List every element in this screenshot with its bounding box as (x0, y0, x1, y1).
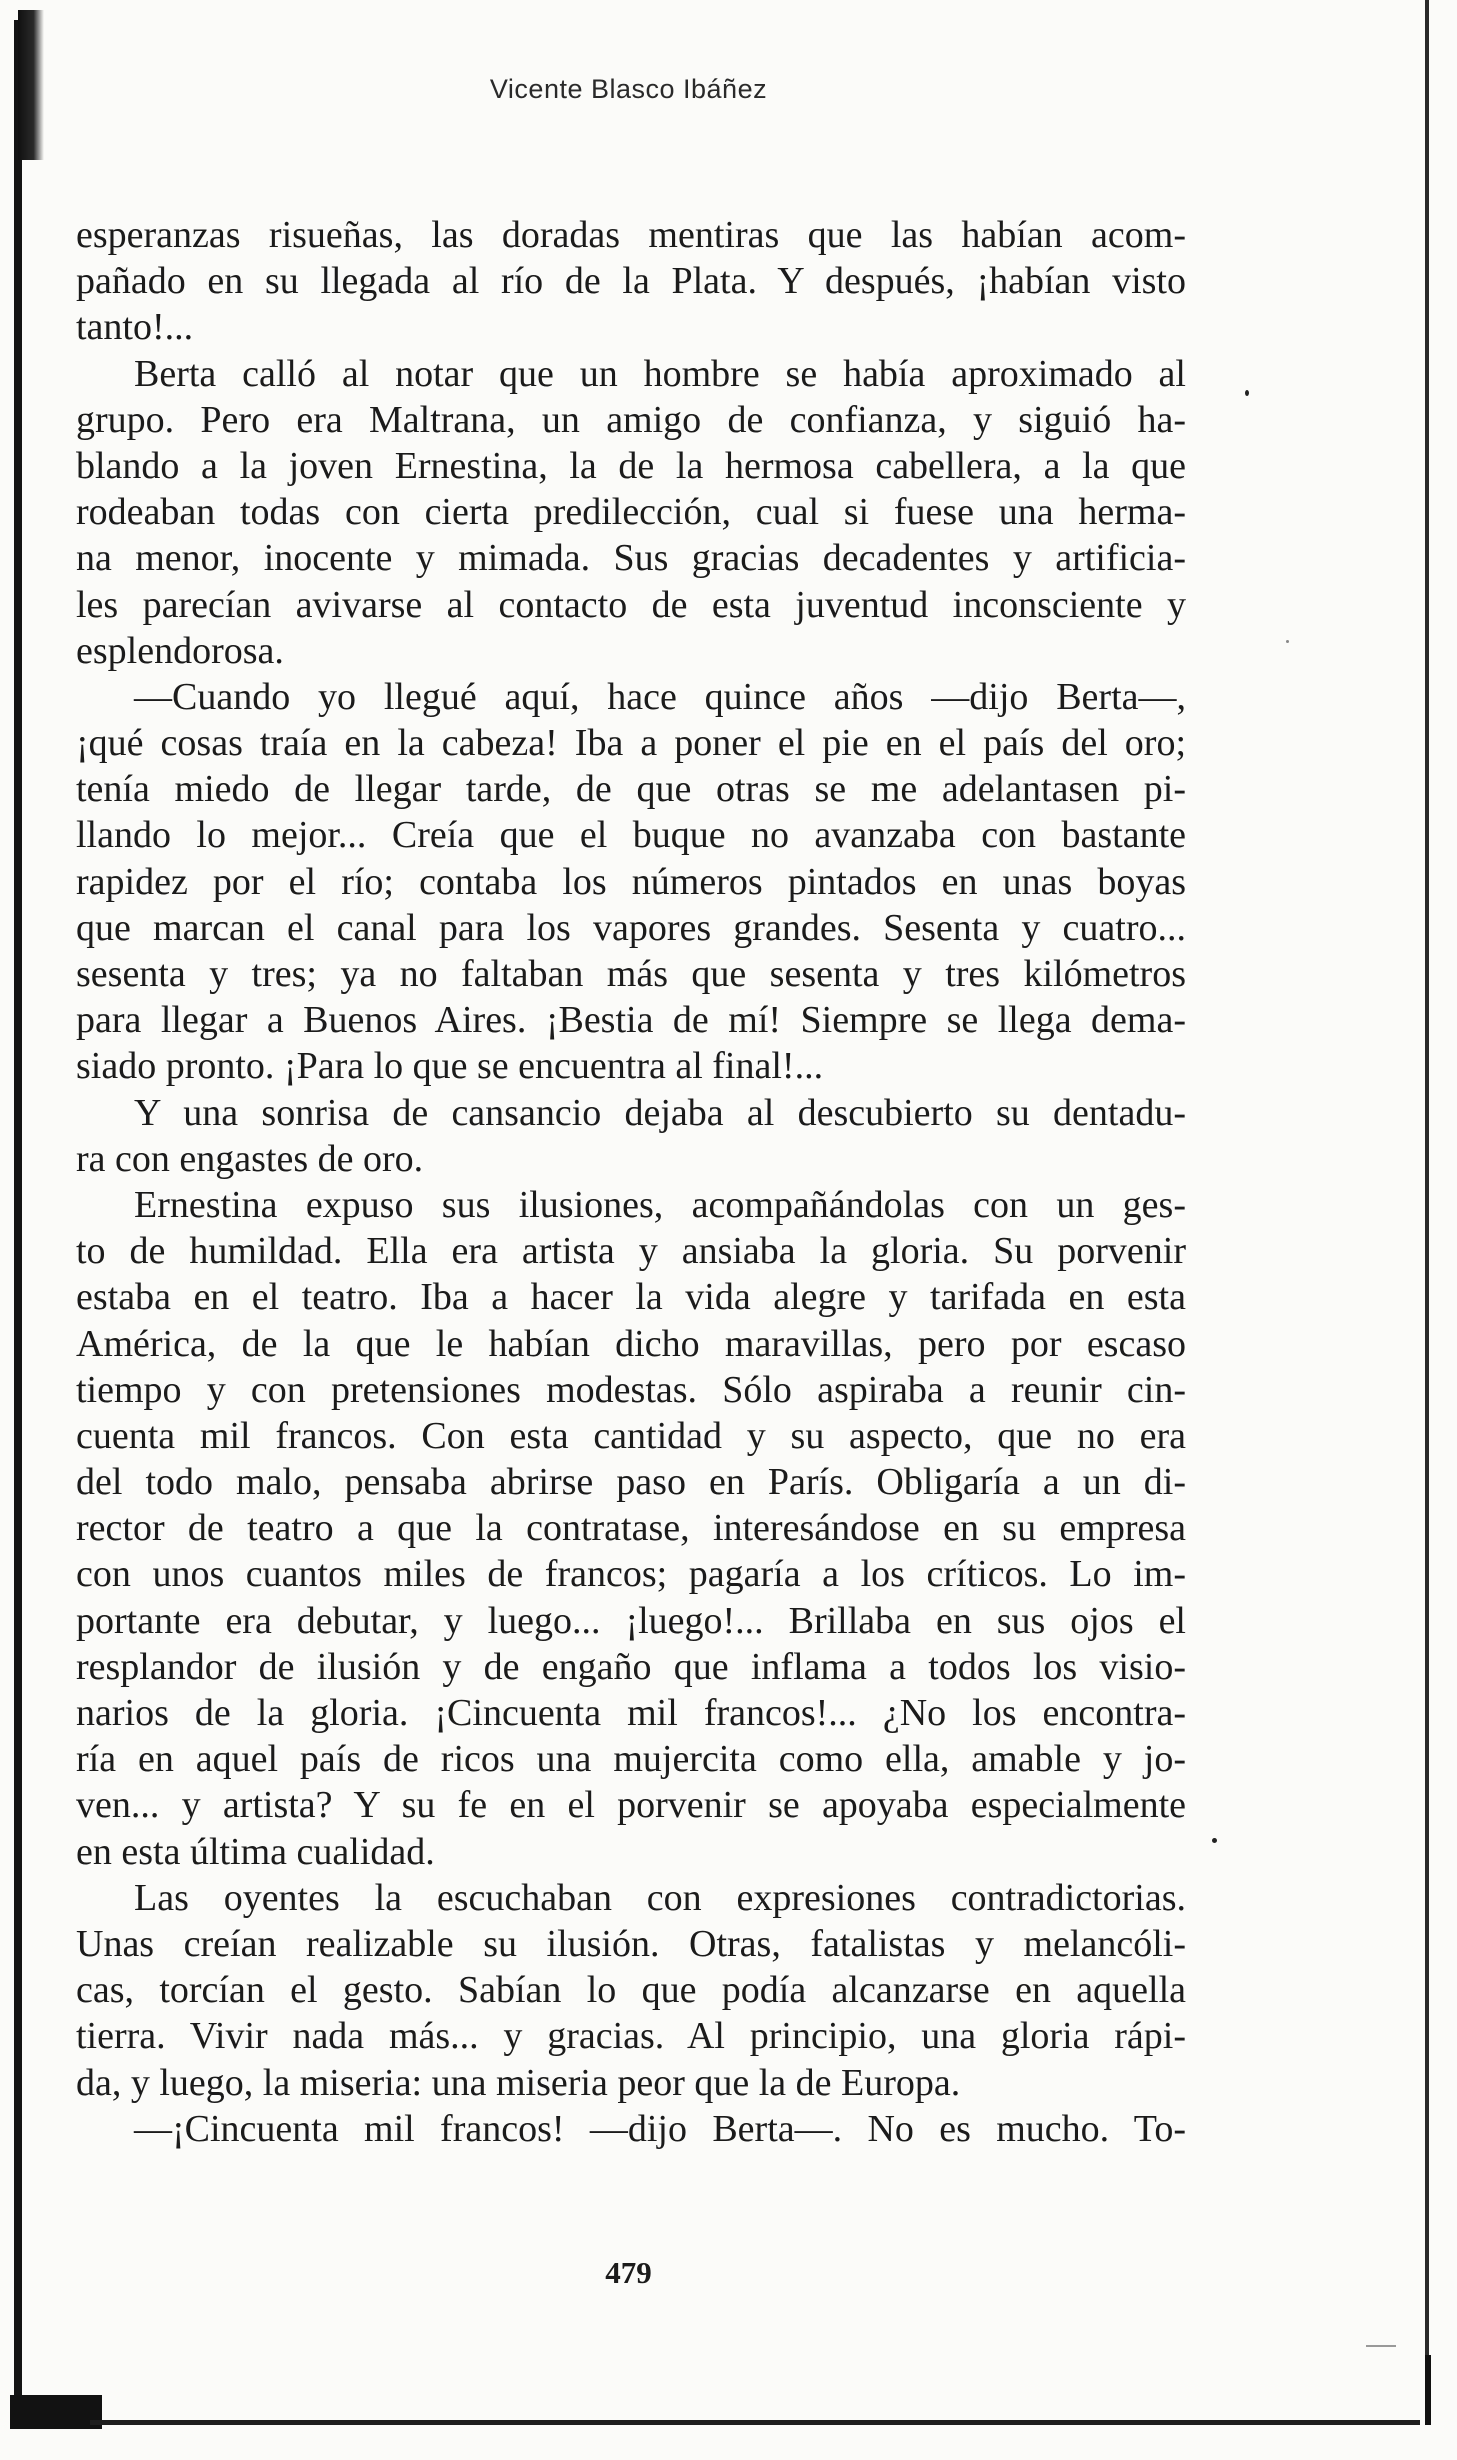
text-line: —¡Cincuenta mil francos! —dijo Berta—. No es mucho. To- (134, 2107, 1186, 2150)
page-number: 479 (605, 2255, 652, 2290)
text-line: cas, torcían el gesto. Sabían lo que podía alcanzarse en aquella (76, 1969, 1186, 2012)
text-line: ¡qué cosas traía en la cabeza! Iba a poner el pie en el país del oro; (76, 722, 1186, 765)
text-line: —Cuando yo llegué aquí, hace quince años —dijo Berta—, (134, 675, 1186, 718)
text-line: siado pronto. ¡Para lo que se encuentra al final!... (76, 1045, 824, 1088)
text-line: les parecían avivarse al contacto de esta juventud inconsciente y (76, 583, 1186, 626)
text-line: rodeaban todas con cierta predilección, cual si fuese una herma- (76, 491, 1186, 534)
text-line: Berta calló al notar que un hombre se había aproximado al (134, 352, 1186, 395)
scan-edge-right (1425, 0, 1429, 2410)
text-line: cuenta mil francos. Con esta cantidad y su aspecto, que no era (76, 1414, 1186, 1457)
text-line: estaba en el teatro. Iba a hacer la vida alegre y tarifada en esta (76, 1276, 1186, 1319)
text-line: que marcan el canal para los vapores grandes. Sesenta y cuatro... (76, 906, 1186, 949)
scan-edge-left (14, 20, 22, 2415)
running-head: Vicente Blasco Ibáñez (489, 74, 768, 104)
text-line: portante era debutar, y luego... ¡luego!... Brillaba en sus ojos el (76, 1599, 1186, 1642)
text-line: para llegar a Buenos Aires. ¡Bestia de mí! Siempre se llega dema- (76, 999, 1186, 1042)
text-line: tiempo y con pretensiones modestas. Sólo aspiraba a reunir cin- (76, 1368, 1186, 1411)
text-line: ven... y artista? Y su fe en el porvenir se apoyaba especialmente (76, 1784, 1186, 1827)
text-line: ría en aquel país de ricos una mujercita como ella, amable y jo- (76, 1738, 1186, 1781)
text-line: Unas creían realizable su ilusión. Otras, fatalistas y melancóli- (76, 1922, 1186, 1965)
text-line: blando a la joven Ernestina, la de la hermosa cabellera, a la que (76, 444, 1186, 487)
text-line: llando lo mejor... Creía que el buque no avanzaba con bastante (76, 814, 1186, 857)
text-line: to de humildad. Ella era artista y ansiaba la gloria. Su porvenir (76, 1230, 1186, 1273)
text-line: Ernestina expuso sus ilusiones, acompañándolas con un ges- (134, 1183, 1186, 1226)
text-line: grupo. Pero era Maltrana, un amigo de confianza, y siguió ha- (76, 398, 1186, 441)
margin-dash (1366, 2345, 1396, 2347)
text-line: con unos cuantos miles de francos; pagaría a los críticos. Lo im- (76, 1553, 1186, 1596)
text-line: esplendorosa. (76, 629, 284, 672)
margin-speck (1245, 390, 1249, 396)
scan-edge-right-mark (1425, 2355, 1431, 2425)
text-line: rapidez por el río; contaba los números pintados en unas boyas (76, 860, 1186, 903)
margin-speck (1212, 1838, 1217, 1843)
text-line: América, de la que le habían dicho maravillas, pero por escaso (76, 1322, 1186, 1365)
text-line: ra con engastes de oro. (76, 1137, 424, 1180)
text-line: tanto!... (76, 306, 194, 349)
text-line: tierra. Vivir nada más... y gracias. Al principio, una gloria rápi- (76, 2015, 1186, 2058)
text-line: Las oyentes la escuchaban con expresiones contradictorias. (134, 1876, 1186, 1919)
text-line: narios de la gloria. ¡Cincuenta mil francos!... ¿No los encontra- (76, 1692, 1186, 1734)
text-line: en esta última cualidad. (76, 1830, 435, 1873)
text-line: da, y luego, la miseria: una miseria peor que la de Europa. (76, 2061, 961, 2104)
text-line: del todo malo, pensaba abrirse paso en París. Obligaría a un di- (76, 1461, 1186, 1504)
text-line: sesenta y tres; ya no faltaban más que sesenta y tres kilómetros (76, 953, 1186, 995)
body-text (76, 212, 1186, 2152)
text-line: tenía miedo de llegar tarde, de que otras se me adelantasen pi- (76, 768, 1186, 811)
scan-corner-bottom-left (10, 2395, 102, 2429)
text-line: resplandor de ilusión y de engaño que inflama a todos los visio- (76, 1645, 1186, 1688)
text-line: pañado en su llegada al río de la Plata. Y después, ¡habían visto (76, 260, 1186, 303)
text-line: na menor, inocente y mimada. Sus gracias decadentes y artificia- (76, 537, 1186, 580)
text-line: rector de teatro a que la contratase, interesándose en su empresa (76, 1507, 1186, 1550)
text-line: Y una sonrisa de cansancio dejaba al descubierto su dentadu- (134, 1091, 1186, 1134)
margin-speck (1286, 640, 1289, 643)
scan-edge-bottom (90, 2420, 1420, 2425)
text-line: esperanzas risueñas, las doradas mentiras que las habían acom- (76, 214, 1186, 256)
